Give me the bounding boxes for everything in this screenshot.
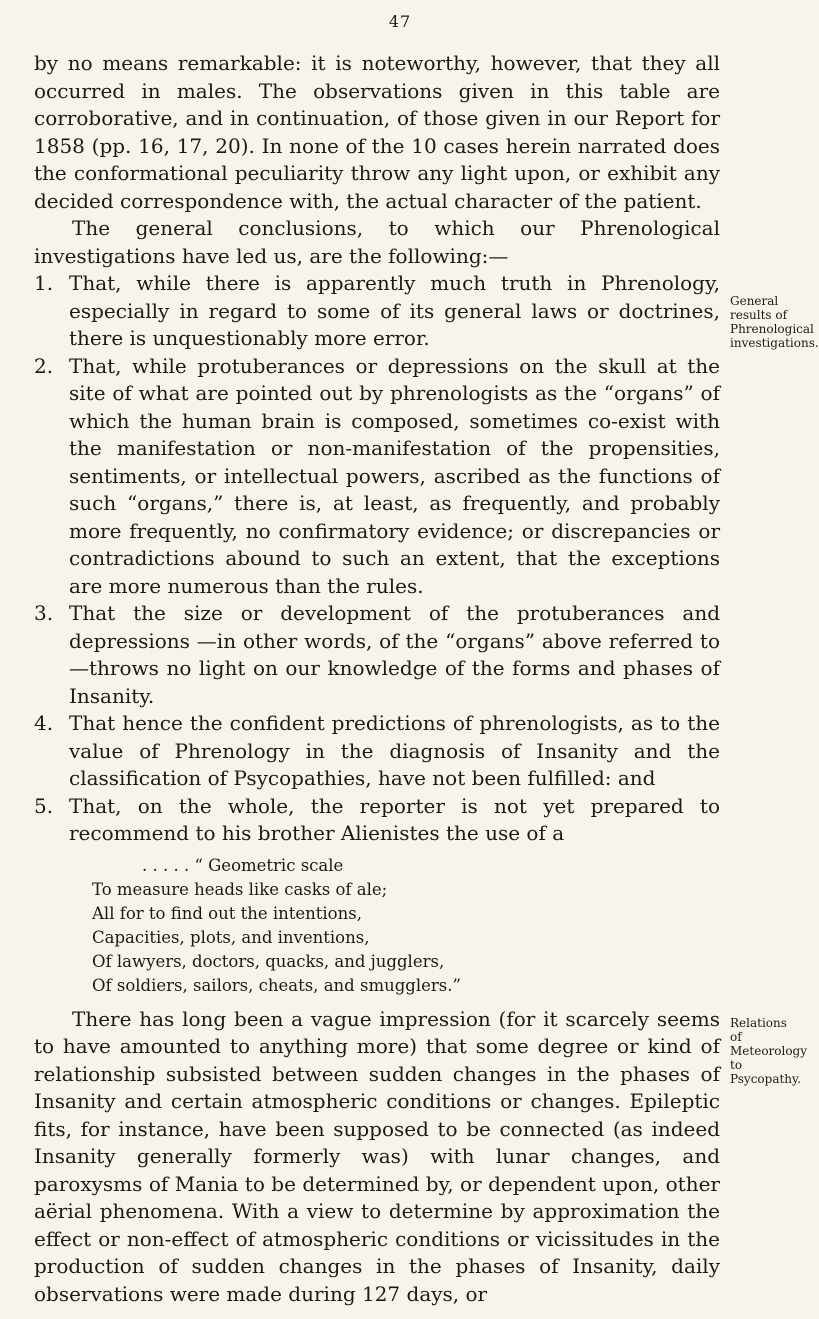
quote-line: All for to find out the intentions, (92, 903, 362, 923)
list-item-number: 5. (34, 793, 54, 818)
relations-paragraph: There has long been a vague impression (for it scarcely seems to have amounted to anything more) that some degree or kind of relationship subsisted between sudden changes in the phases of Insanity and certain atmospheric conditions or changes. Epileptic fits, for instance, have been supposed to be connected (as indeed Insanity generally formerly was) with lunar changes, and paroxysms of Mania to be determined by, or dependent upon, other aërial phenomena. With a view to determine by approximation the effect or non-effect of atmospheric conditions or vicissitudes in the production of sudden changes in the phases of Insanity, daily observations were made during 127 days, or (34, 1006, 720, 1306)
list-item-text: That, while protuberances or depressions on the skull at the site of what are pointed out by phrenologists as the “organs” of which the human brain is composed, sometimes co-exist with the manifestation or non-manifestation of the propensities, sentiments, or intellectual powers, ascribed as the functions of such “organs,” there is, at least, as frequently, and probably more frequently, no confirmatory evidence; or discrepancies or contradictions abound to such an extent, that the exceptions are more numerous than the rules. (69, 353, 720, 598)
list-item (34, 270, 720, 353)
list-item-number: 3. (34, 601, 54, 625)
list-item-text: That, on the whole, the reporter is not yet prepared to recommend to his brother Alienistes the use of a (69, 793, 720, 845)
page-number: 47 (388, 12, 412, 31)
list-item-number: 2. (34, 353, 54, 378)
list-item-text: That the size or development of the protuberances and depressions —in other words, of the “organs” above referred to—throws no light on our knowledge of the forms and phases of Insanity. (69, 601, 720, 708)
quote-line: Of soldiers, sailors, cheats, and smugglers.” (92, 975, 461, 995)
quote-line: Of lawyers, doctors, quacks, and jugglers, (92, 951, 445, 971)
quote-line: . . . . . “ Geometric scale (142, 855, 344, 875)
list-item (34, 353, 720, 601)
margin-note-general-results: General results of Phrenological investigations. (730, 294, 819, 350)
list-item-text: That, while there is apparently much truth in Phrenology, especially in regard to some of its general laws or doctrines, there is unquestionably more error. (69, 271, 720, 350)
quote-line: To measure heads like casks of ale; (92, 879, 388, 899)
quote-line: Capacities, plots, and inventions, (92, 927, 370, 947)
list-item (34, 710, 720, 793)
list-item-number: 4. (34, 711, 54, 735)
main-text-column (34, 50, 720, 1308)
conclusions-intro-paragraph: The general conclusions, to which our Phrenological investigations have led us, are the following:— (34, 216, 720, 268)
margin-note-meteorology: Relations of Meteorology to Psycopathy. (730, 1016, 808, 1086)
list-item (34, 600, 720, 710)
conclusions-list (34, 270, 720, 848)
list-item (34, 793, 720, 848)
verse-quotation (92, 854, 720, 998)
opening-paragraph: by no means remarkable: it is noteworthy, however, that they all occurred in males. The observations given in this table are corroborative, and in continuation, of those given in our Report for 1858 (pp. 16, 17, 20). In none of the 10 cases herein narrated does the conformational peculiarity throw any light upon, or exhibit any decided correspondence with, the actual character of the patient. (34, 51, 720, 213)
list-item-number: 1. (34, 271, 54, 295)
list-item-text: That hence the confident predictions of phrenologists, as to the value of Phrenology in the diagnosis of Insanity and the classification of Psycopathies, have not been fulfilled: and (69, 711, 720, 790)
